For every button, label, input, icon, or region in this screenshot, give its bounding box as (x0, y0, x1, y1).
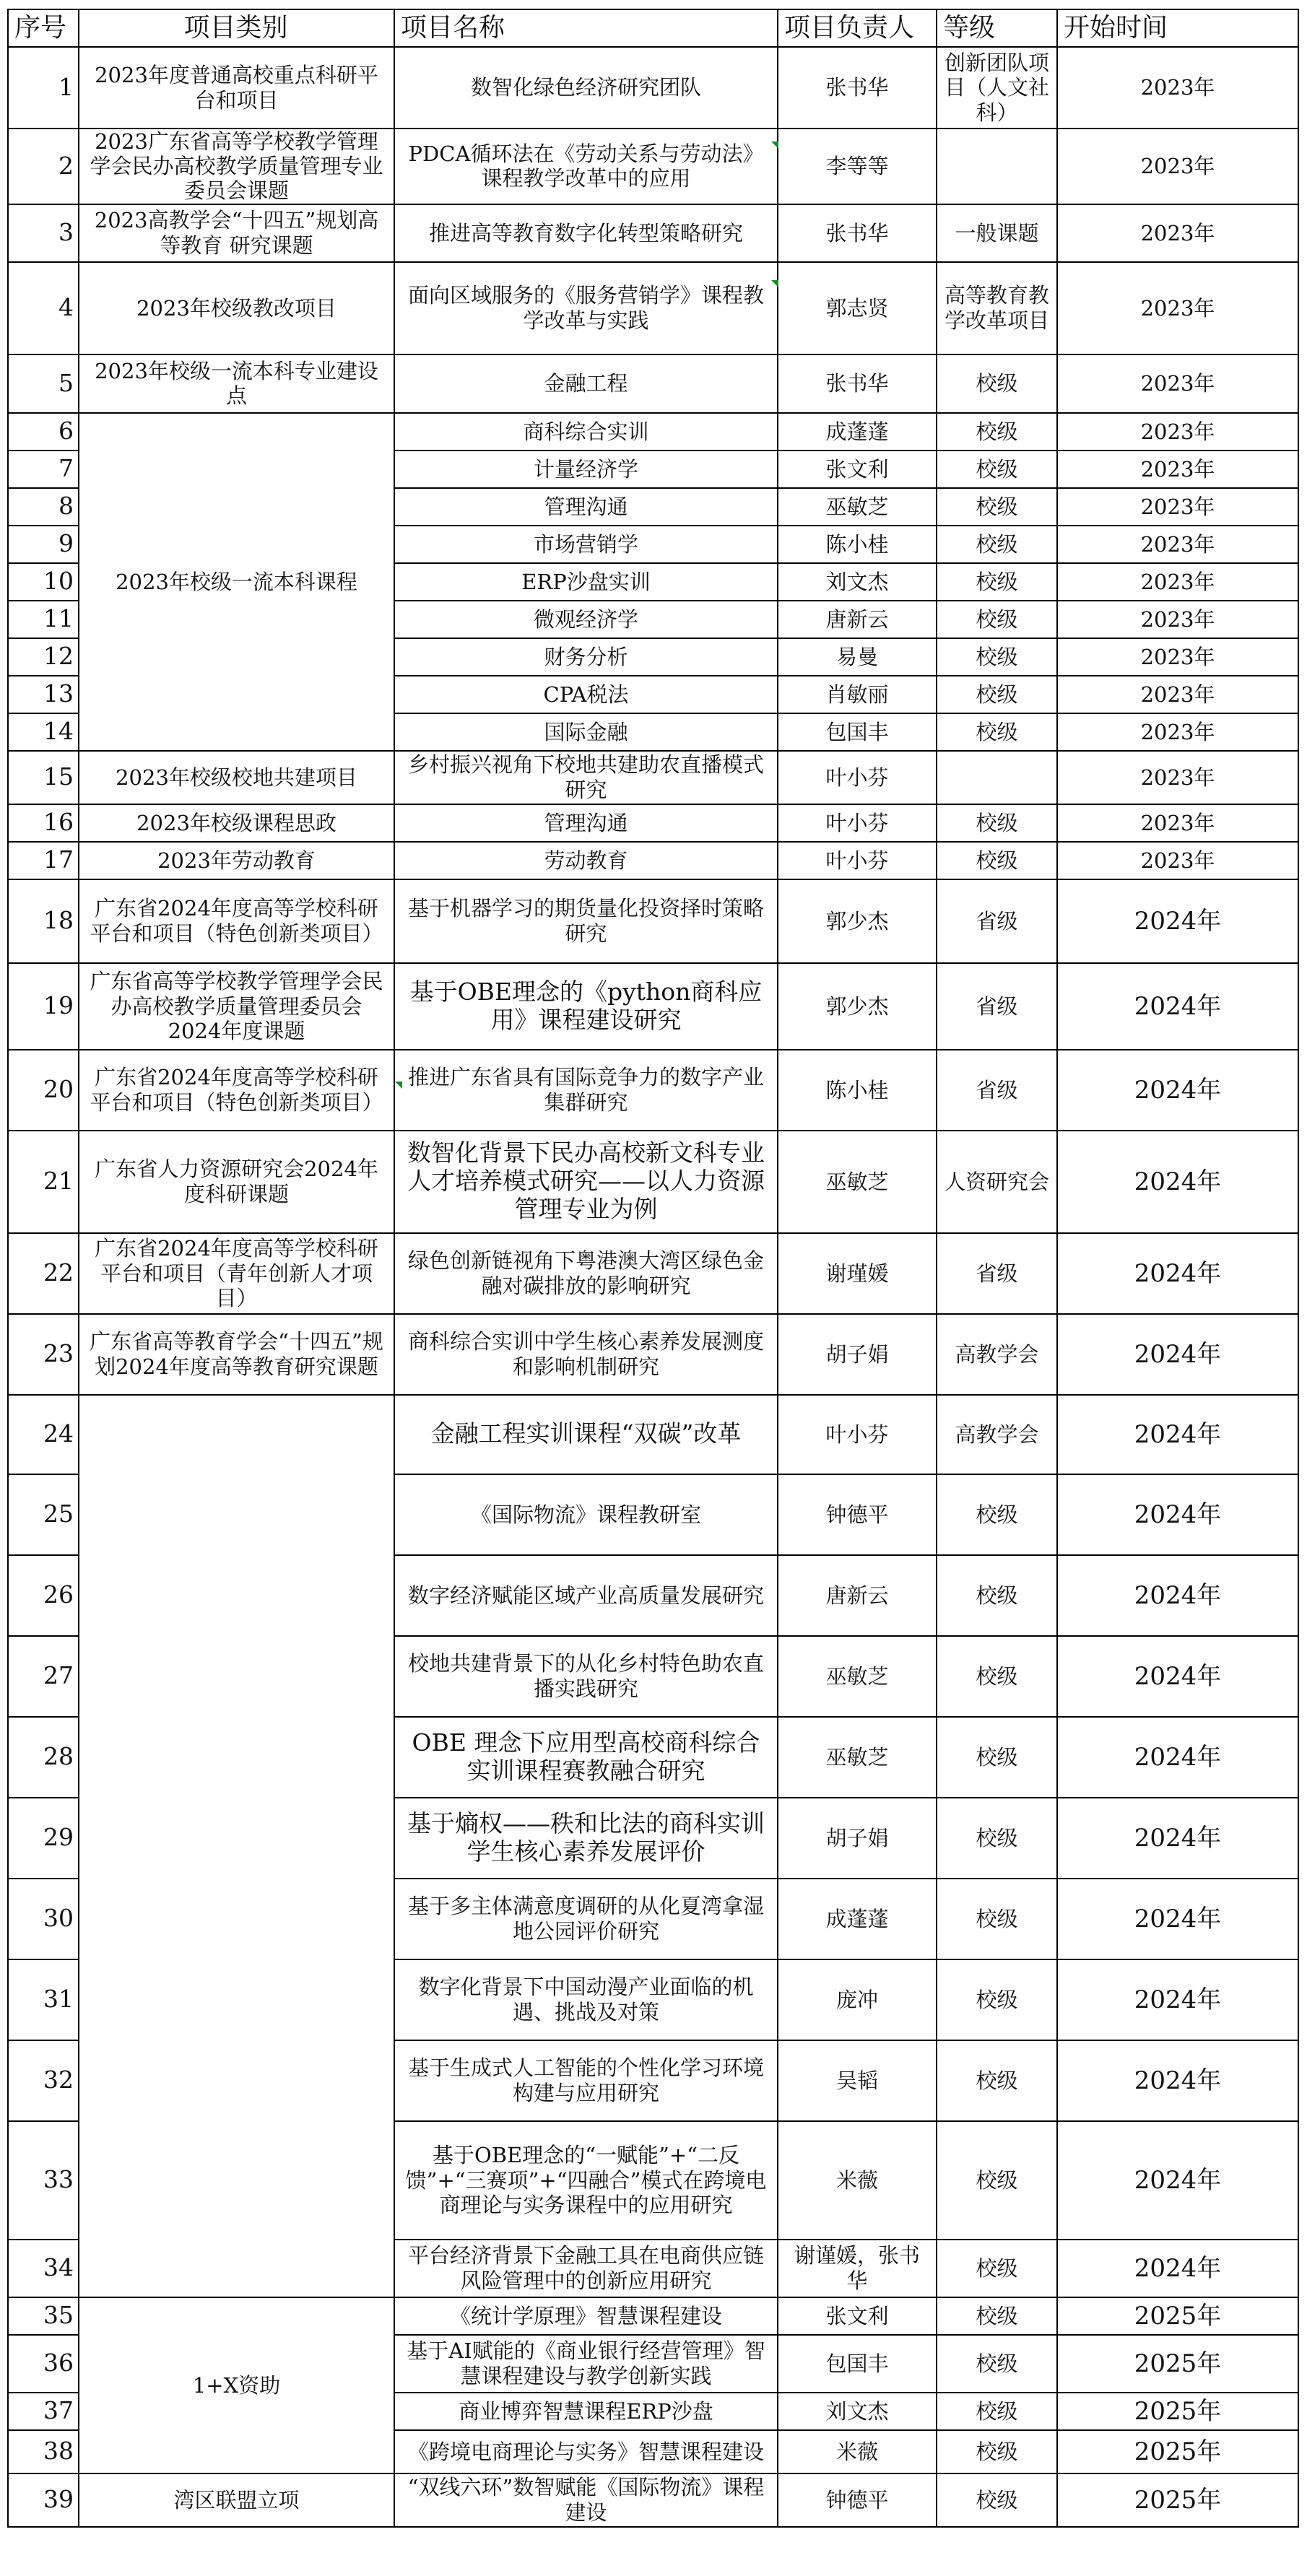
cell-no[interactable]: 39 (8, 2473, 79, 2527)
cell-level[interactable] (937, 751, 1057, 804)
cell-leader[interactable]: 刘文杰 (778, 2393, 937, 2430)
cell-level[interactable]: 校级 (937, 526, 1057, 563)
cell-no[interactable]: 16 (8, 804, 79, 842)
cell-no[interactable]: 21 (8, 1131, 79, 1233)
cell-leader[interactable]: 陈小桂 (778, 1050, 937, 1131)
project-table (7, 9, 1299, 2528)
table-row (8, 804, 1298, 842)
cell-start[interactable]: 2024年 (1057, 1314, 1298, 1395)
cell-name[interactable]: 基于生成式人工智能的个性化学习环境构建与应用研究 (394, 2040, 778, 2121)
cell-type[interactable]: 2023年校级一流本科课程 (79, 413, 394, 751)
cell-no[interactable]: 13 (8, 676, 79, 713)
cell-start[interactable]: 2025年 (1057, 2393, 1298, 2430)
table-row (8, 1233, 1298, 1314)
cell-level[interactable]: 校级 (937, 1798, 1057, 1879)
cell-level[interactable]: 校级 (937, 1879, 1057, 1959)
cell-start[interactable]: 2024年 (1057, 1959, 1298, 2040)
cell-leader[interactable]: 巫敏芝 (778, 1717, 937, 1798)
cell-start[interactable]: 2024年 (1057, 1395, 1298, 1474)
cell-no[interactable]: 34 (8, 2240, 79, 2297)
cell-start[interactable]: 2023年 (1057, 204, 1298, 262)
cell-leader[interactable]: 张书华 (778, 47, 937, 129)
cell-leader[interactable]: 李等等 (778, 129, 937, 204)
table-row (8, 1314, 1298, 1395)
cell-level[interactable]: 高教学会 (937, 1314, 1057, 1395)
table-row (8, 262, 1298, 354)
cell-start[interactable]: 2023年 (1057, 47, 1298, 129)
cell-start[interactable]: 2024年 (1057, 1050, 1298, 1131)
cell-name[interactable]: 面向区域服务的《服务营销学》课程教学改革与实践 (394, 262, 778, 354)
cell-start[interactable]: 2023年 (1057, 751, 1298, 804)
cell-leader[interactable]: 巫敏芝 (778, 1131, 937, 1233)
cell-leader[interactable]: 米薇 (778, 2121, 937, 2240)
cell-no[interactable]: 30 (8, 1879, 79, 1959)
cell-start[interactable]: 2023年 (1057, 451, 1298, 488)
cell-leader[interactable]: 唐新云 (778, 1555, 937, 1636)
cell-start[interactable]: 2024年 (1057, 2040, 1298, 2121)
cell-name[interactable]: 数智化背景下民办高校新文科专业人才培养模式研究——以人力资源管理专业为例 (394, 1131, 778, 1233)
cell-no[interactable]: 29 (8, 1798, 79, 1879)
cell-type[interactable]: 广东省2024年度高等学校科研平台和项目（特色创新类项目） (79, 879, 394, 963)
header-no[interactable]: 序号 (8, 9, 79, 47)
cell-start[interactable]: 2025年 (1057, 2473, 1298, 2527)
cell-start[interactable]: 2024年 (1057, 1474, 1298, 1555)
cell-type[interactable]: 广东省2024年度高等学校科研平台和项目（青年创新人才项目） (79, 1233, 394, 1314)
cell-no[interactable]: 19 (8, 963, 79, 1050)
cell-name[interactable]: PDCA循环法在《劳动关系与劳动法》课程教学改革中的应用 (394, 129, 778, 204)
cell-level[interactable]: 高等教育教学改革项目 (937, 262, 1057, 354)
cell-name[interactable]: 校地共建背景下的从化乡村特色助农直播实践研究 (394, 1636, 778, 1717)
cell-name[interactable]: 金融工程 (394, 354, 778, 413)
cell-name[interactable]: 商业博弈智慧课程ERP沙盘 (394, 2393, 778, 2430)
cell-start[interactable]: 2025年 (1057, 2297, 1298, 2335)
header-leader[interactable]: 项目负责人 (778, 9, 937, 47)
table-row (8, 1131, 1298, 1233)
cell-level[interactable]: 一般课题 (937, 204, 1057, 262)
cell-leader[interactable]: 陈小桂 (778, 526, 937, 563)
cell-name[interactable]: 基于多主体满意度调研的从化夏湾拿湿地公园评价研究 (394, 1879, 778, 1959)
cell-leader[interactable]: 叶小芬 (778, 751, 937, 804)
cell-level[interactable] (937, 129, 1057, 204)
cell-name[interactable]: 国际金融 (394, 713, 778, 751)
cell-no[interactable]: 22 (8, 1233, 79, 1314)
cell-no[interactable]: 14 (8, 713, 79, 751)
cell-no[interactable]: 27 (8, 1636, 79, 1717)
cell-no[interactable]: 20 (8, 1050, 79, 1131)
cell-leader[interactable]: 张文利 (778, 2297, 937, 2335)
cell-name[interactable]: 市场营销学 (394, 526, 778, 563)
cell-no[interactable]: 5 (8, 354, 79, 413)
cell-level[interactable]: 校级 (937, 451, 1057, 488)
cell-start[interactable]: 2024年 (1057, 963, 1298, 1050)
table-row (8, 354, 1298, 413)
cell-start[interactable]: 2024年 (1057, 2121, 1298, 2240)
cell-name[interactable]: 计量经济学 (394, 451, 778, 488)
table-row (8, 963, 1298, 1050)
cell-level[interactable]: 校级 (937, 2473, 1057, 2527)
cell-name[interactable]: 平台经济背景下金融工具在电商供应链风险管理中的创新应用研究 (394, 2240, 778, 2297)
table-row (8, 751, 1298, 804)
cell-level[interactable]: 校级 (937, 676, 1057, 713)
cell-leader[interactable]: 郭少杰 (778, 963, 937, 1050)
cell-no[interactable]: 4 (8, 262, 79, 354)
cell-start[interactable]: 2024年 (1057, 1717, 1298, 1798)
cell-name[interactable]: 管理沟通 (394, 804, 778, 842)
cell-name[interactable]: 《统计学原理》智慧课程建设 (394, 2297, 778, 2335)
cell-start[interactable]: 2024年 (1057, 1636, 1298, 1717)
cell-no[interactable]: 17 (8, 842, 79, 879)
cell-name[interactable]: 推进广东省具有国际竞争力的数字产业集群研究 (394, 1050, 778, 1131)
cell-name[interactable]: 数字经济赋能区域产业高质量发展研究 (394, 1555, 778, 1636)
cell-level[interactable]: 校级 (937, 1959, 1057, 2040)
cell-no[interactable]: 12 (8, 638, 79, 676)
comment-marker[interactable] (395, 1082, 402, 1089)
table-row (8, 1050, 1298, 1131)
cell-leader[interactable]: 张书华 (778, 354, 937, 413)
table-row (8, 204, 1298, 262)
table-row (8, 413, 1298, 451)
cell-leader[interactable]: 钟德平 (778, 2473, 937, 2527)
cell-name[interactable]: 劳动教育 (394, 842, 778, 879)
header-type[interactable]: 项目类别 (79, 9, 394, 47)
cell-leader[interactable]: 张文利 (778, 451, 937, 488)
cell-level[interactable]: 校级 (937, 1636, 1057, 1717)
cell-name[interactable]: 金融工程实训课程“双碳”改革 (394, 1395, 778, 1474)
table-row (8, 2473, 1298, 2527)
cell-level[interactable]: 校级 (937, 354, 1057, 413)
cell-level[interactable]: 校级 (937, 2393, 1057, 2430)
cell-start[interactable]: 2023年 (1057, 638, 1298, 676)
cell-no[interactable]: 18 (8, 879, 79, 963)
cell-no[interactable]: 3 (8, 204, 79, 262)
cell-no[interactable]: 9 (8, 526, 79, 563)
cell-type[interactable]: 2023年劳动教育 (79, 842, 394, 879)
cell-no[interactable]: 32 (8, 2040, 79, 2121)
cell-no[interactable]: 37 (8, 2393, 79, 2430)
cell-level[interactable]: 校级 (937, 2430, 1057, 2473)
cell-name[interactable]: 乡村振兴视角下校地共建助农直播模式研究 (394, 751, 778, 804)
cell-no[interactable]: 28 (8, 1717, 79, 1798)
cell-level[interactable]: 省级 (937, 879, 1057, 963)
table-row (8, 2297, 1298, 2335)
cell-leader[interactable]: 叶小芬 (778, 842, 937, 879)
cell-name[interactable]: 数字化背景下中国动漫产业面临的机遇、挑战及对策 (394, 1959, 778, 2040)
cell-start[interactable]: 2024年 (1057, 1555, 1298, 1636)
cell-name[interactable]: “双线六环”数智赋能《国际物流》课程建设 (394, 2473, 778, 2527)
cell-level[interactable]: 校级 (937, 413, 1057, 451)
comment-marker[interactable] (771, 142, 778, 149)
cell-type[interactable]: 2023广东省高等学校教学管理学会民办高校教学质量管理专业委员会课题 (79, 129, 394, 204)
cell-leader[interactable]: 谢瑾媛 (778, 1233, 937, 1314)
cell-leader[interactable]: 胡子娟 (778, 1314, 937, 1395)
cell-start[interactable]: 2023年 (1057, 713, 1298, 751)
cell-leader[interactable]: 肖敏丽 (778, 676, 937, 713)
cell-level[interactable]: 校级 (937, 488, 1057, 526)
cell-name[interactable]: 《跨境电商理论与实务》智慧课程建设 (394, 2430, 778, 2473)
cell-start[interactable]: 2023年 (1057, 262, 1298, 354)
cell-type[interactable]: 广东省人力资源研究会2024年度科研课题 (79, 1131, 394, 1233)
table-row (8, 842, 1298, 879)
cell-name[interactable]: ERP沙盘实训 (394, 563, 778, 601)
cell-name[interactable]: 商科综合实训 (394, 413, 778, 451)
cell-type[interactable]: 2023高教学会“十四五”规划高等教育 研究课题 (79, 204, 394, 262)
cell-start[interactable]: 2024年 (1057, 1798, 1298, 1879)
cell-start[interactable]: 2025年 (1057, 2335, 1298, 2393)
cell-no[interactable]: 15 (8, 751, 79, 804)
cell-leader[interactable]: 刘文杰 (778, 563, 937, 601)
table-row (8, 1395, 1298, 1474)
cell-type[interactable]: 2023年校级一流本科专业建设点 (79, 354, 394, 413)
cell-start[interactable]: 2023年 (1057, 842, 1298, 879)
cell-level[interactable]: 校级 (937, 2335, 1057, 2393)
cell-type[interactable]: 2023年度普通高校重点科研平台和项目 (79, 47, 394, 129)
cell-level[interactable]: 创新团队项目（人文社科） (937, 47, 1057, 129)
cell-no[interactable]: 1 (8, 47, 79, 129)
cell-name[interactable]: 基于OBE理念的《python商科应用》课程建设研究 (394, 963, 778, 1050)
cell-no[interactable]: 24 (8, 1395, 79, 1474)
cell-start[interactable]: 2023年 (1057, 413, 1298, 451)
cell-start[interactable]: 2023年 (1057, 804, 1298, 842)
cell-start[interactable]: 2023年 (1057, 129, 1298, 204)
cell-no[interactable]: 6 (8, 413, 79, 451)
cell-level[interactable]: 校级 (937, 804, 1057, 842)
cell-leader[interactable]: 成蓬蓬 (778, 1879, 937, 1959)
cell-leader[interactable]: 包国丰 (778, 713, 937, 751)
cell-leader[interactable]: 叶小芬 (778, 1395, 937, 1474)
cell-type[interactable]: 广东省2024年度高等学校科研平台和项目（特色创新类项目） (79, 1050, 394, 1131)
cell-name[interactable]: 基于熵权——秩和比法的商科实训学生核心素养发展评价 (394, 1798, 778, 1879)
cell-level[interactable]: 校级 (937, 2121, 1057, 2240)
cell-level[interactable]: 省级 (937, 1233, 1057, 1314)
cell-type[interactable]: 广东省高等教育学会“十四五”规划2024年度高等教育研究课题 (79, 1314, 394, 1395)
cell-no[interactable]: 2 (8, 129, 79, 204)
cell-leader[interactable]: 谢谨媛，张书华 (778, 2240, 937, 2297)
header-name[interactable]: 项目名称 (394, 9, 778, 47)
cell-name[interactable]: OBE 理念下应用型高校商科综合实训课程赛教融合研究 (394, 1717, 778, 1798)
table-row (8, 47, 1298, 129)
cell-level[interactable]: 校级 (937, 1474, 1057, 1555)
cell-leader[interactable]: 吴韬 (778, 2040, 937, 2121)
cell-type[interactable]: 1+X资助 (79, 2297, 394, 2473)
cell-start[interactable]: 2023年 (1057, 563, 1298, 601)
cell-level[interactable]: 校级 (937, 1717, 1057, 1798)
cell-name[interactable]: 推进高等教育数字化转型策略研究 (394, 204, 778, 262)
cell-level[interactable]: 省级 (937, 1050, 1057, 1131)
cell-name[interactable]: CPA税法 (394, 676, 778, 713)
cell-level[interactable]: 校级 (937, 2240, 1057, 2297)
cell-no[interactable]: 36 (8, 2335, 79, 2393)
cell-no[interactable]: 10 (8, 563, 79, 601)
cell-name[interactable]: 基于OBE理念的“一赋能”+“二反馈”+“三赛项”+“四融合”模式在跨境电商理论与实务课程中的应用研究 (394, 2121, 778, 2240)
cell-level[interactable]: 校级 (937, 1555, 1057, 1636)
cell-no[interactable]: 33 (8, 2121, 79, 2240)
cell-leader[interactable]: 成蓬蓬 (778, 413, 937, 451)
cell-start[interactable]: 2024年 (1057, 879, 1298, 963)
cell-leader[interactable]: 巫敏芝 (778, 488, 937, 526)
cell-no[interactable]: 7 (8, 451, 79, 488)
cell-leader[interactable]: 包国丰 (778, 2335, 937, 2393)
table-row (8, 879, 1298, 963)
cell-name[interactable]: 微观经济学 (394, 601, 778, 638)
cell-leader[interactable]: 胡子娟 (778, 1798, 937, 1879)
cell-level[interactable]: 校级 (937, 601, 1057, 638)
cell-name[interactable]: 商科综合实训中学生核心素养发展测度和影响机制研究 (394, 1314, 778, 1395)
cell-type[interactable]: 2023年校级教改项目 (79, 262, 394, 354)
cell-start[interactable]: 2024年 (1057, 1233, 1298, 1314)
cell-leader[interactable]: 郭志贤 (778, 262, 937, 354)
cell-leader[interactable]: 郭少杰 (778, 879, 937, 963)
cell-level[interactable]: 校级 (937, 2040, 1057, 2121)
cell-leader[interactable]: 唐新云 (778, 601, 937, 638)
cell-leader[interactable]: 叶小芬 (778, 804, 937, 842)
cell-leader[interactable]: 张书华 (778, 204, 937, 262)
cell-type[interactable]: 广东省高等学校教学管理学会民办高校教学质量管理委员会2024年度课题 (79, 963, 394, 1050)
table-row (8, 129, 1298, 204)
cell-level[interactable]: 高教学会 (937, 1395, 1057, 1474)
cell-start[interactable]: 2025年 (1057, 2430, 1298, 2473)
cell-name[interactable]: 基于机器学习的期货量化投资择时策略研究 (394, 879, 778, 963)
cell-name[interactable]: 基于AI赋能的《商业银行经营管理》智慧课程建设与教学创新实践 (394, 2335, 778, 2393)
cell-start[interactable]: 2023年 (1057, 601, 1298, 638)
cell-start[interactable]: 2024年 (1057, 1131, 1298, 1233)
cell-name[interactable]: 绿色创新链视角下粤港澳大湾区绿色金融对碳排放的影响研究 (394, 1233, 778, 1314)
header-level[interactable]: 等级 (937, 9, 1057, 47)
comment-marker[interactable] (771, 280, 778, 287)
cell-leader[interactable]: 巫敏芝 (778, 1636, 937, 1717)
cell-level[interactable]: 省级 (937, 963, 1057, 1050)
cell-no[interactable]: 31 (8, 1959, 79, 2040)
cell-start[interactable]: 2023年 (1057, 488, 1298, 526)
cell-type[interactable]: 湾区联盟立项 (79, 2473, 394, 2527)
cell-type[interactable] (79, 1395, 394, 2297)
cell-type[interactable]: 2023年校级校地共建项目 (79, 751, 394, 804)
cell-leader[interactable]: 庞冲 (778, 1959, 937, 2040)
header-row (8, 9, 1298, 47)
cell-name[interactable]: 管理沟通 (394, 488, 778, 526)
cell-level[interactable]: 校级 (937, 563, 1057, 601)
cell-level[interactable]: 人资研究会 (937, 1131, 1057, 1233)
cell-start[interactable]: 2023年 (1057, 354, 1298, 413)
cell-name[interactable]: 数智化绿色经济研究团队 (394, 47, 778, 129)
cell-level[interactable]: 校级 (937, 638, 1057, 676)
cell-no[interactable]: 8 (8, 488, 79, 526)
cell-name[interactable]: 《国际物流》课程教研室 (394, 1474, 778, 1555)
cell-no[interactable]: 26 (8, 1555, 79, 1636)
cell-start[interactable]: 2023年 (1057, 676, 1298, 713)
cell-no[interactable]: 25 (8, 1474, 79, 1555)
cell-level[interactable]: 校级 (937, 2297, 1057, 2335)
cell-no[interactable]: 11 (8, 601, 79, 638)
cell-level[interactable]: 校级 (937, 713, 1057, 751)
cell-no[interactable]: 23 (8, 1314, 79, 1395)
header-start[interactable]: 开始时间 (1057, 9, 1298, 47)
cell-leader[interactable]: 易曼 (778, 638, 937, 676)
cell-name[interactable]: 财务分析 (394, 638, 778, 676)
cell-type[interactable]: 2023年校级课程思政 (79, 804, 394, 842)
cell-start[interactable]: 2024年 (1057, 2240, 1298, 2297)
cell-start[interactable]: 2024年 (1057, 1879, 1298, 1959)
cell-leader[interactable]: 钟德平 (778, 1474, 937, 1555)
cell-no[interactable]: 38 (8, 2430, 79, 2473)
cell-start[interactable]: 2023年 (1057, 526, 1298, 563)
cell-leader[interactable]: 米薇 (778, 2430, 937, 2473)
cell-no[interactable]: 35 (8, 2297, 79, 2335)
cell-level[interactable]: 校级 (937, 842, 1057, 879)
